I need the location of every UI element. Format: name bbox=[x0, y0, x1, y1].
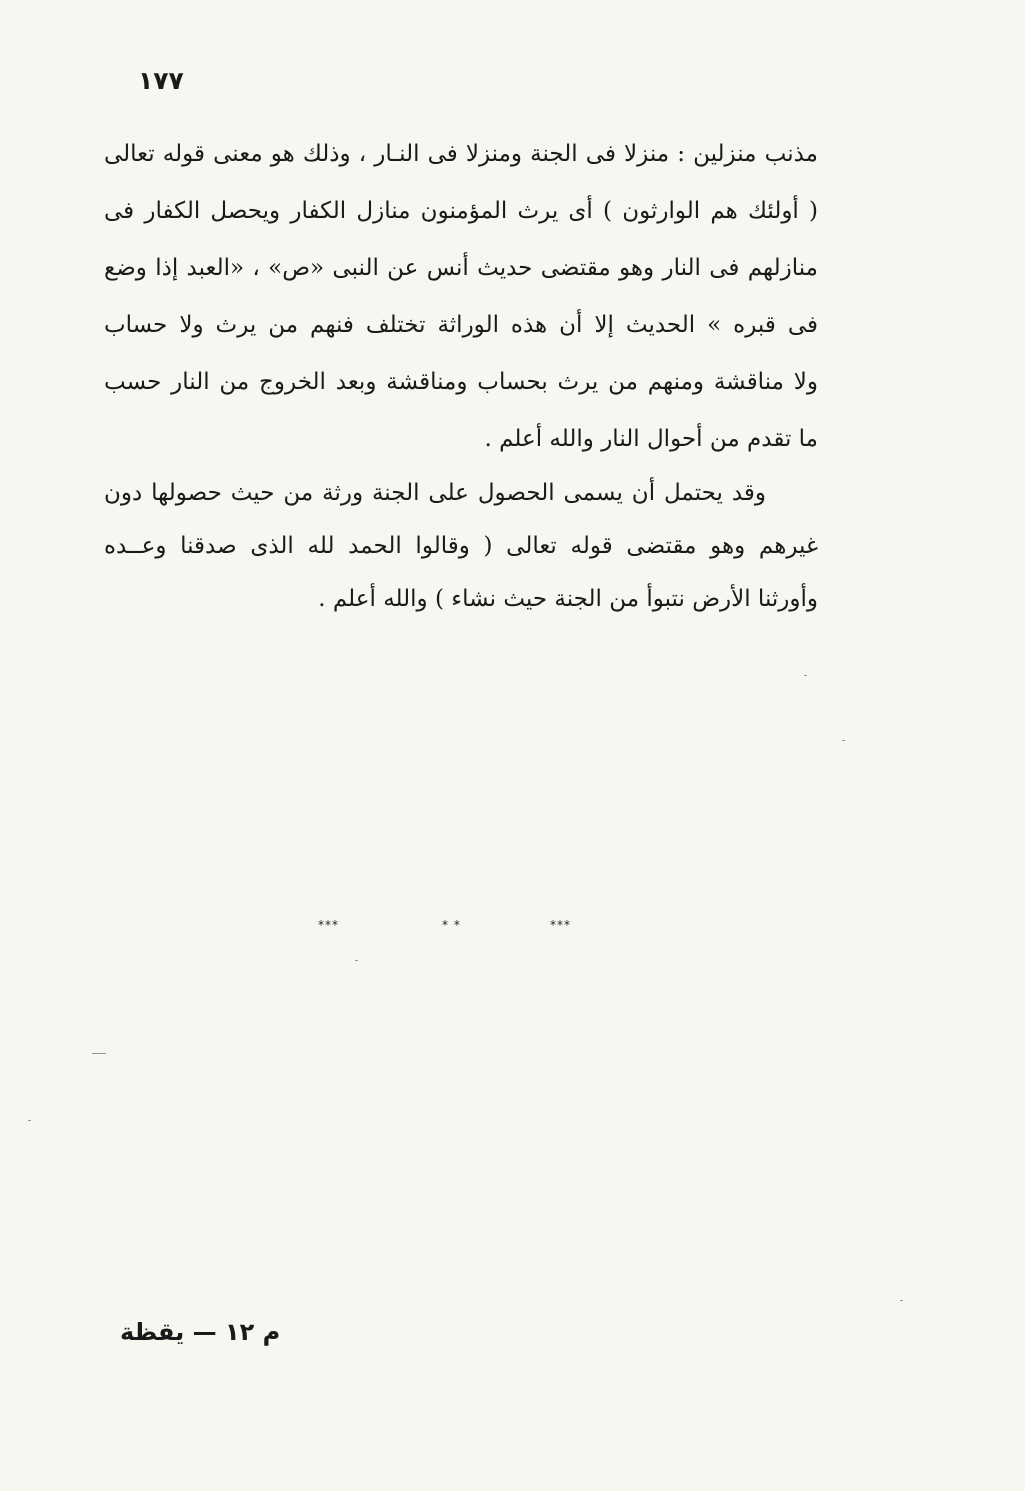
page-number: ١٧٧ bbox=[138, 66, 184, 95]
section-separator bbox=[318, 918, 608, 942]
scan-speck bbox=[28, 1120, 31, 1121]
paragraph-line: فى قبره » الحديث إلا أن هذه الوراثة تختلف فنهم من يرث ولا حساب bbox=[104, 312, 818, 338]
paragraph-line: مذنب منزلين : منزلا فى الجنة ومنزلا فى النـار ، وذلك هو معنى قوله تعالى bbox=[104, 141, 818, 167]
scan-speck bbox=[804, 675, 807, 676]
paragraph-line: ولا مناقشة ومنهم من يرث بحساب ومناقشة وبعد الخروج من النار حسب bbox=[104, 369, 818, 395]
separator-stars: *** bbox=[550, 918, 571, 932]
paragraph-1 bbox=[104, 126, 818, 468]
paragraph-line: وأورثنا الأرض نتبوأ من الجنة حيث نشاء ) والله أعلم . bbox=[318, 586, 818, 612]
scan-speck bbox=[92, 1053, 106, 1054]
scan-speck bbox=[842, 740, 845, 741]
separator-stars: *** bbox=[318, 918, 339, 932]
paragraph-line: منازلهم فى النار وهو مقتضى حديث أنس عن النبى «ص» ، «العبد إذا وضع bbox=[104, 255, 818, 281]
paragraph-line: وقد يحتمل أن يسمى الحصول على الجنة ورثة من حيث حصولها دون bbox=[104, 480, 766, 506]
paragraph-2 bbox=[104, 467, 818, 626]
paragraph-line: ( أولئك هم الوارثون ) أى يرث المؤمنون منازل الكفار ويحصل الكفار فى bbox=[104, 198, 818, 224]
paragraph-line: ما تقدم من أحوال النار والله أعلم . bbox=[484, 426, 818, 452]
scan-speck bbox=[900, 1300, 903, 1301]
separator-stars: * * bbox=[442, 918, 461, 932]
signature-footer: م ١٢ — يقظة bbox=[120, 1318, 281, 1346]
scan-speck bbox=[355, 960, 358, 961]
paragraph-line: غيرهم وهو مقتضى قوله تعالى ( وقالوا الحمد لله الذى صدقنا وعــده bbox=[104, 533, 818, 559]
